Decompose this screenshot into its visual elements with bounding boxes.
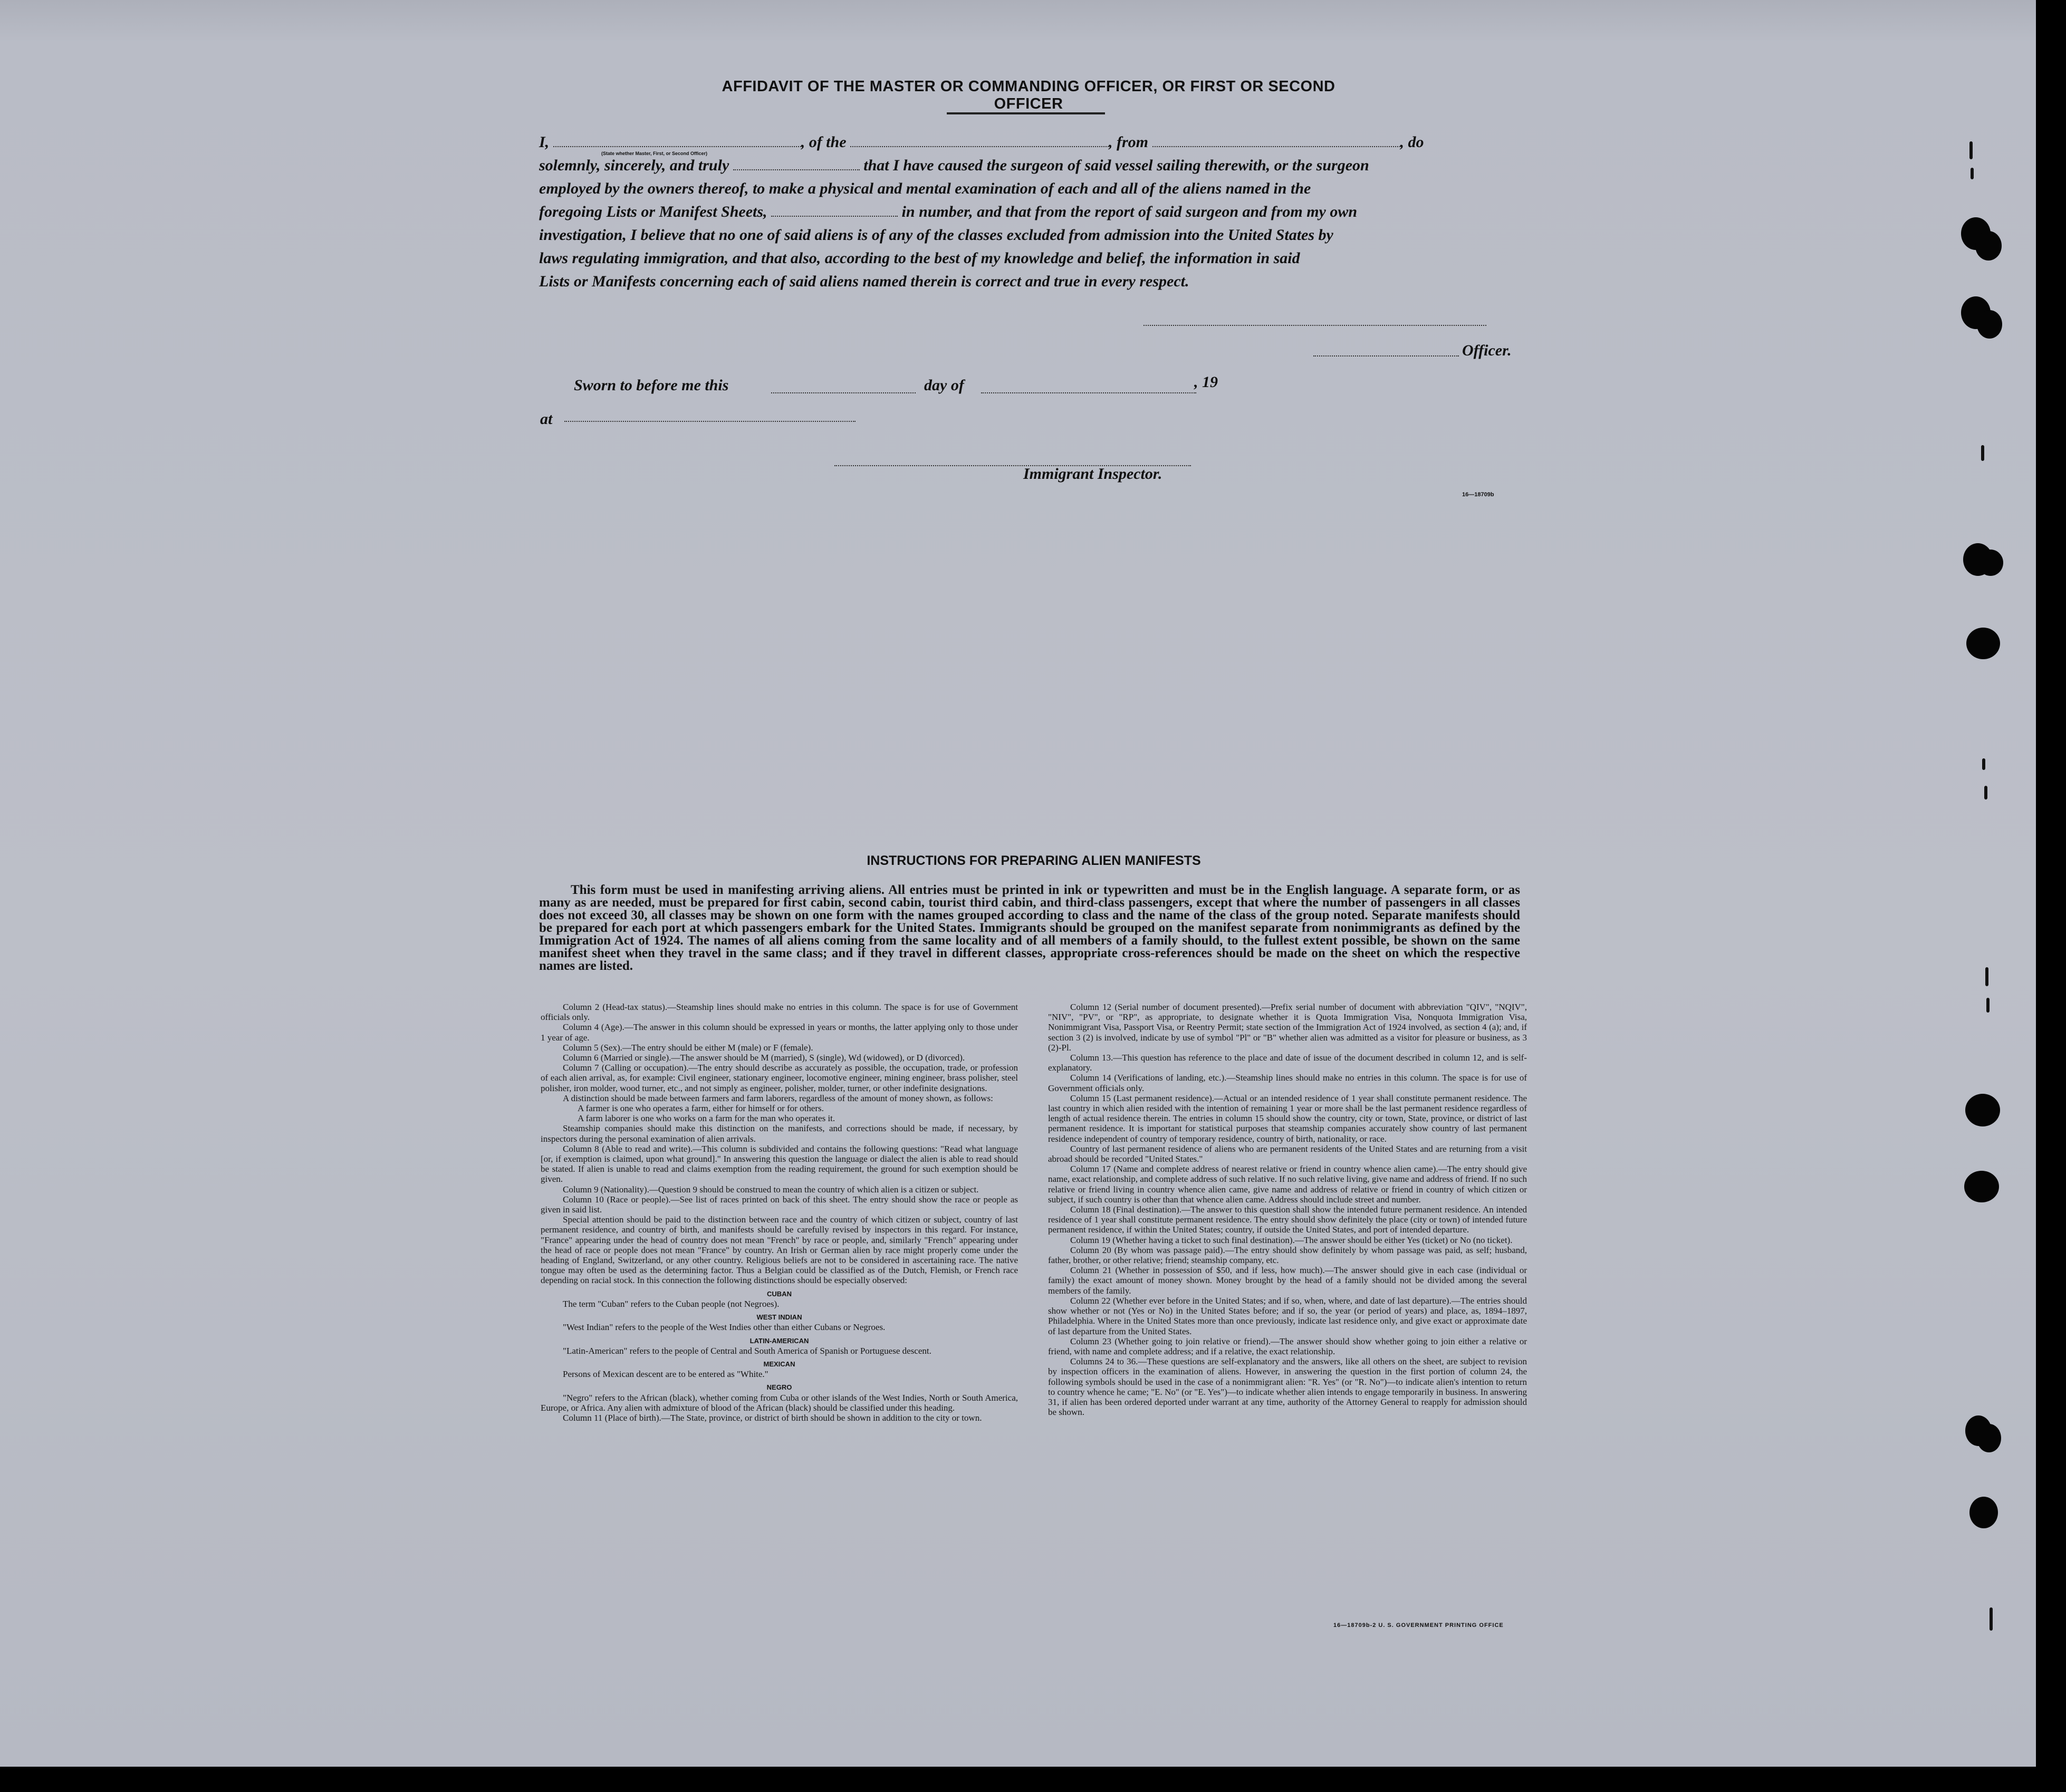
- instruction-paragraph: Steamship companies should make this distinction on the manifests, and corrections should be made, if necessary, by inspectors during the personal examination of alien arrivals.: [541, 1123, 1018, 1144]
- instruction-paragraph: Column 9 (Nationality).—Question 9 should be construed to mean the country of which alien is a citizen or subject.: [563, 1184, 979, 1194]
- punch-hole: [1977, 310, 2002, 339]
- day-of-label: day of: [924, 377, 964, 394]
- instruction-paragraph: Column 8 (Able to read and write).—This column is subdivided and contains the following questions: "Read what language [or, if exemption is claimed, upon what ground]." In answering this question the language or dialect the alien is able to read should be stated. If alien is unable to read and claims exemption from the reading requirement, the ground for such exemption should be given.: [541, 1143, 1018, 1184]
- affidavit-text: solemnly, sincerely, and truly: [539, 157, 729, 174]
- sworn-label: Sworn to before me this: [574, 377, 729, 394]
- punch-hole: [1965, 1094, 2000, 1126]
- instructions-intro: This form must be used in manifesting arriving aliens. All entries must be printed in ink or typewritten and must be in the English language. A separate form, or as many as are needed, must be prepared for first cabin, second cabin, tourist third cabin, and third-class passengers, except that where the number of passengers in all classes does not exceed 30, all classes may be shown on one form with the names grouped according to class and the name of the class of the group noted. Separate manifests should be prepared for each port at which passengers embark for the United States. Immigrants should be grouped on the manifest separate from nonimmigrants as defined by the Immigration Act of 1924. The names of all aliens coming from the same locality and of all members of a family should, to the fullest extent possible, be shown on the same manifest sheet when they travel in the same class; and if they travel in different classes, appropriate cross-references should be made on the sheet on which the respective names are listed.: [539, 883, 1520, 973]
- race-definition: Persons of Mexican descent are to be entered as "White.": [563, 1369, 768, 1380]
- officer-label: Officer.: [1462, 342, 1512, 359]
- instruction-paragraph: Column 20 (By whom was passage paid).—The entry should show definitely by whom passage was paid, as self; husband, father, brother, or other relative; friend; steamship company, etc.: [1048, 1245, 1527, 1266]
- officer-rank-field[interactable]: [553, 134, 801, 147]
- punch-hole: [1975, 231, 2002, 261]
- instruction-paragraph: A farmer is one who operates a farm, either for himself or for others.: [578, 1103, 824, 1114]
- race-heading: WEST INDIAN: [756, 1313, 802, 1322]
- sworn-place-field[interactable]: [564, 420, 856, 422]
- affidavit-line-3: employed by the owners thereof, to make a physical and mental examination of each and all of the aliens named in the: [539, 180, 1311, 197]
- sheet-count-field[interactable]: [771, 204, 898, 217]
- vessel-name-field[interactable]: [850, 134, 1109, 147]
- sworn-day-field[interactable]: [771, 391, 916, 393]
- affidavit-line-7: Lists or Manifests concerning each of said aliens named therein is correct and true in every respect.: [539, 273, 1189, 290]
- affidavit-from: , from: [1109, 133, 1149, 151]
- instructions-left-column: [541, 1002, 1018, 1423]
- instruction-paragraph: Column 21 (Whether in possession of $50, and if less, how much).—The answer should give in each case (individual or family) the exact amount of money shown. Money brought by the head of a family should not be divided among the several members of the family.: [1048, 1265, 1527, 1296]
- affidavit-line-4: [539, 200, 1520, 224]
- race-heading: CUBAN: [767, 1289, 792, 1298]
- affidavit-line-2: [539, 154, 1520, 177]
- instructions-title: INSTRUCTIONS FOR PREPARING ALIEN MANIFESTS: [867, 853, 1201, 868]
- affidavit-line-5: investigation, I believe that no one of said aliens is of any of the classes excluded from admission into the United States by: [539, 226, 1333, 244]
- edge-mark: [1969, 141, 1973, 159]
- instruction-paragraph: A farm laborer is one who works on a farm for the man who operates it.: [578, 1113, 835, 1124]
- punch-hole: [1964, 1171, 1999, 1202]
- instruction-paragraph: Column 10 (Race or people).—See list of races printed on back of this sheet. The entry should show the race or people as given in said list.: [541, 1194, 1018, 1215]
- instruction-paragraph: Column 13.—This question has reference to the place and date of issue of the document described in column 12, and is self-explanatory.: [1048, 1053, 1527, 1073]
- title-rule: [947, 112, 1105, 114]
- instruction-paragraph: Column 14 (Verifications of landing, etc.).—Steamship lines should make no entries in this column. The space is for use of Government officials only.: [1048, 1073, 1527, 1093]
- instruction-paragraph: A distinction should be made between farmers and farm laborers, regardless of the amount of money shown, as follows:: [563, 1093, 993, 1103]
- race-definition: The term "Cuban" refers to the Cuban people (not Negroes).: [563, 1298, 780, 1309]
- instructions-right-column: [1048, 1002, 1527, 1417]
- punch-hole: [1966, 628, 2000, 659]
- affidavit-text: in number, and that from the report of said surgeon and from my own: [901, 203, 1358, 220]
- instruction-paragraph: Column 23 (Whether going to join relative or friend).—The answer should show whether going to join either a relative or friend, with name and complete address; and if a relative, the exact relationship.: [1048, 1336, 1527, 1356]
- race-heading: MEXICAN: [763, 1360, 795, 1368]
- printing-office-imprint: 16—18709b-2 U. S. GOVERNMENT PRINTING OFFICE: [1333, 1622, 1504, 1629]
- race-definition: "Negro" refers to the African (black), whether coming from Cuba or other islands of the West Indies, North or South America, Europe, or Africa. Any alien with admixture of blood of the African (black) should be classified under this heading.: [541, 1392, 1018, 1413]
- affidavit-of-the: , of the: [801, 133, 847, 151]
- edge-mark: [1990, 1607, 1993, 1631]
- edge-mark: [1982, 758, 1985, 770]
- officer-title-line[interactable]: [1313, 354, 1459, 357]
- oath-field[interactable]: [733, 158, 860, 170]
- port-from-field[interactable]: [1152, 134, 1400, 147]
- edge-mark: [1986, 998, 1990, 1013]
- instruction-paragraph: Column 4 (Age).—The answer in this column should be expressed in years or months, the latter applying only to those under 1 year of age.: [541, 1022, 1018, 1043]
- affidavit-i: I,: [539, 133, 550, 151]
- inspector-label: Immigrant Inspector.: [1023, 465, 1162, 483]
- instruction-paragraph: Column 11 (Place of birth).—The State, province, or district of birth should be shown in addition to the city or town.: [563, 1412, 982, 1423]
- instruction-paragraph: Columns 24 to 36.—These questions are self-explanatory and the answers, like all others on the sheet, are subject to revision by inspection officers in the examination of aliens. However, in answering the question in the first portion of column 24, the following symbols should be used in the case of a nonimmigrant alien: "R. Yes" (or "R. No")—to indicate alien's intention to return to country whence he came; "E. No" (or "E. Yes")—to indicate whether alien intends to engage temporarily in business. In answering 31, if alien has been ordered deported under warrant at any time, authority of the Attorney General to reapply for admission should be shown.: [1048, 1356, 1527, 1418]
- affidavit-text: that I have caused the surgeon of said vessel sailing therewith, or the surgeon: [863, 157, 1369, 174]
- punch-hole: [1977, 1424, 2001, 1452]
- instruction-paragraph: Column 19 (Whether having a ticket to such final destination).—The answer should be either Yes (ticket) or No (no ticket).: [1070, 1235, 1513, 1245]
- officer-signature-line[interactable]: [1143, 324, 1486, 326]
- at-label: at: [540, 410, 553, 428]
- race-definition: "Latin-American" refers to the people of Central and South America of Spanish or Portuguese descent.: [563, 1345, 931, 1356]
- affidavit-line-6: laws regulating immigration, and that also, according to the best of my knowledge and belief, the information in said: [539, 249, 1300, 267]
- rank-field-note: (State whether Master, First, or Second Officer): [601, 151, 708, 156]
- instruction-paragraph: Column 6 (Married or single).—The answer should be M (married), S (single), Wd (widowed), or D (divorced).: [563, 1053, 965, 1063]
- instruction-paragraph: Column 22 (Whether ever before in the United States; and if so, when, where, and date of last departure).—The entries should show whether or not (Yes or No) in the United States before; and if so, the year (or period of years) and place, as, 1894–1897, Philadelphia. Where in the United States more than once previously, indicate last residence only, and give exact or approximate date of last departure from the United States.: [1048, 1295, 1527, 1336]
- instruction-paragraph: Column 15 (Last permanent residence).—Actual or an intended residence of 1 year shall constitute permanent residence. The last country in which alien resided with the intention of remaining 1 year or more shall be the last permanent residence regardless of length of actual residence therein. The entries in column 15 should show the country, city or town, State, province, or district of last permanent residence. It is important for statistical purposes that steamship companies accurately show country of last permanent residence independent of country of temporary residence, country of birth, nationality, or race.: [1048, 1093, 1527, 1144]
- instruction-paragraph: Column 7 (Calling or occupation).—The entry should describe as accurately as possible, the occupation, trade, or profession of each alien arrival, as, for example: Civil engineer, stationary engineer, locomotive engineer, mining engineer, brass polisher, steel polisher, iron molder, wood turner, etc., and not simply as engineer, polisher, molder, turner, or other indefinite designations.: [541, 1063, 1018, 1093]
- race-heading: LATIN-AMERICAN: [749, 1336, 809, 1345]
- edge-mark: [1981, 445, 1984, 461]
- punch-hole: [1969, 1497, 1998, 1528]
- instruction-paragraph: Country of last permanent residence of aliens who are permanent residents of the United States and are returning from a visit abroad should be recorded "United States.": [1048, 1143, 1527, 1164]
- affidavit-do: , do: [1400, 133, 1424, 151]
- instruction-paragraph: Special attention should be paid to the distinction between race and the country of which citizen or subject, country of last permanent residence, and country of birth, and manifests should be carefully revised by inspectors in this regard. For instance, "France" appearing under the head of country does not mean "French" by race or people, and, similarly "French" appearing under the head of race or people does not mean "France" by country. An Irish or German alien by race might properly come under the heading of England, Switzerland, or any other country. Religious beliefs are not to be considered in ascertaining race. The native tongue may often be used as the determining factor. Thus a Belgian could be classified as of the Dutch, Flemish, or French race depending on racial stock. In this connection the following distinctions should be especially observed:: [541, 1215, 1018, 1286]
- form-number: 16—18709b: [1462, 492, 1494, 498]
- race-heading: NEGRO: [766, 1383, 792, 1392]
- instruction-paragraph: Column 18 (Final destination).—The answer to this question shall show the intended future permanent residence. An intended residence of 1 year shall constitute permanent residence. The entry should show definitely the place (city or town) of intended future permanent residence, if within the United States; country, if outside the United States, and port of intended departure.: [1048, 1205, 1527, 1235]
- instruction-paragraph: Column 5 (Sex).—The entry should be either M (male) or F (female).: [563, 1042, 813, 1053]
- instruction-paragraph: Column 17 (Name and complete address of nearest relative or friend in country whence alien came).—The entry should give name, exact relationship, and complete address of such relative. If no such relative living, give name and address of friend. If no such relative or friend living in country whence alien came, give name and address of relative or friend in country of which citizen or subject, if such country is other than that whence alien came. Address should include street and number.: [1048, 1164, 1527, 1205]
- instruction-paragraph: Column 12 (Serial number of document presented).—Prefix serial number of document with abbreviation "QIV", "NQIV", "NIV", "PV", or "RP", as appropriate, to designate whether it is Quota Immigration Visa, Nonquota Immigration Visa, Nonimmigrant Visa, Passport Visa, or Reentry Permit; state section of the Immigration Act of 1924 involved, as section 4 (a); and, if section 3 (2) is involved, indicate by use of symbol "Pl" or "B" whether alien was admitted as a visitor for pleasure or business, as 3 (2)-Pl.: [1048, 1002, 1527, 1053]
- affidavit-title: AFFIDAVIT OF THE MASTER OR COMMANDING OFFICER, OR FIRST OR SECOND OFFICER: [722, 78, 1335, 112]
- affidavit-text: foregoing Lists or Manifest Sheets,: [539, 203, 767, 220]
- edge-mark: [1984, 786, 1987, 799]
- edge-mark: [1985, 967, 1988, 986]
- race-definition: "West Indian" refers to the people of the West Indies other than either Cubans or Negroes.: [563, 1322, 886, 1333]
- edge-mark: [1971, 168, 1974, 179]
- punch-hole: [1978, 550, 2003, 576]
- sworn-month-field[interactable]: [981, 391, 1196, 393]
- year-label: , 19: [1194, 373, 1218, 391]
- instruction-paragraph: Column 2 (Head-tax status).—Steamship lines should make no entries in this column. The space is for use of Government officials only.: [541, 1002, 1018, 1023]
